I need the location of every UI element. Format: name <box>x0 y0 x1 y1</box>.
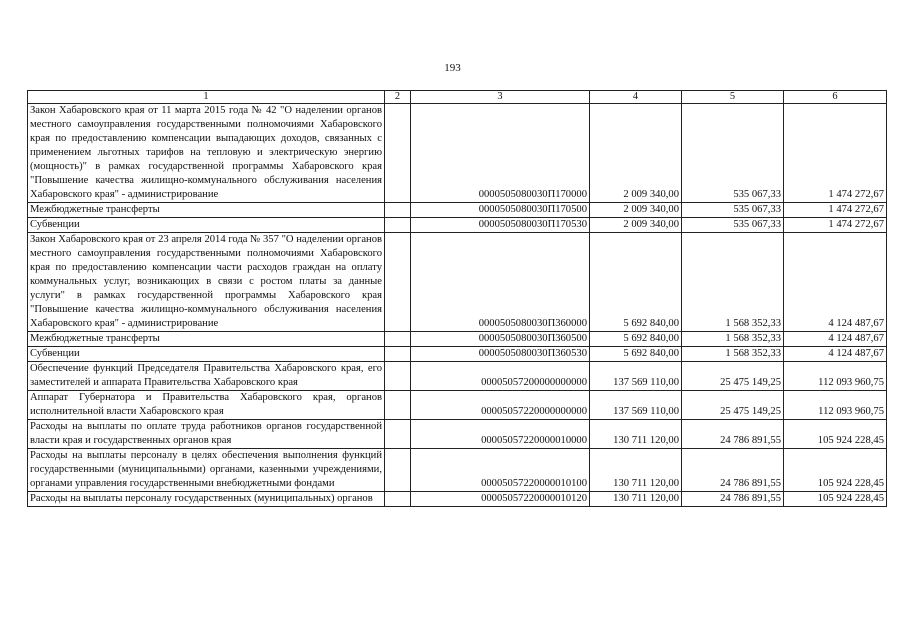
row-value-col5: 535 067,33 <box>682 104 784 203</box>
table-row <box>28 391 887 420</box>
row-empty-cell <box>385 218 411 233</box>
row-code: 0000505080030П360000 <box>411 233 590 332</box>
table-row <box>28 203 887 218</box>
row-value-col6: 1 474 272,67 <box>784 218 887 233</box>
row-empty-cell <box>385 332 411 347</box>
row-name: Расходы на выплаты персоналу в целях обеспечения выполнения функций государственными (муниципальными) органами, казенными учреждениями, органами управления государственными внебюджетными фондами <box>28 449 385 492</box>
row-code: 0000505080030П360500 <box>411 332 590 347</box>
table-row <box>28 420 887 449</box>
table-header-row <box>28 91 887 104</box>
row-empty-cell <box>385 492 411 507</box>
row-name: Закон Хабаровского края от 11 марта 2015 года № 42 "О наделении органов местного самоуправления государственными полномочиями Хабаровского края по предоставлению компенсации выпадающих доходов, связанных с применением льготных тарифов на тепловую и электрическую энергию (мощность)" в рамках государственной программы Хабаровского края "Повышение качества жилищно-коммунального обслуживания населения Хабаровского края" - администрирование <box>28 104 385 203</box>
row-value-col5: 24 786 891,55 <box>682 449 784 492</box>
row-value-col6: 4 124 487,67 <box>784 332 887 347</box>
row-empty-cell <box>385 104 411 203</box>
row-value-col6: 1 474 272,67 <box>784 203 887 218</box>
row-code: 0000505080030П360530 <box>411 347 590 362</box>
row-name: Расходы на выплаты персоналу государственных (муниципальных) органов <box>28 492 385 507</box>
header-col-2: 2 <box>385 91 411 104</box>
row-name: Субвенции <box>28 347 385 362</box>
row-value-col5: 24 786 891,55 <box>682 420 784 449</box>
row-name: Закон Хабаровского края от 23 апреля 2014 года № 357 "О наделении органов местного самоуправления государственными полномочиями Хабаровского края по предоставлению компенсации части расходов граждан на оплату коммунальных услуг, возникающих в связи с ростом платы за данные услуги" в рамках государственной программы Хабаровского края "Повышение качества жилищно-коммунального обслуживания населения Хабаровского края" - администрирование <box>28 233 385 332</box>
row-value-col5: 25 475 149,25 <box>682 391 784 420</box>
row-empty-cell <box>385 347 411 362</box>
row-code: 00005057220000010100 <box>411 449 590 492</box>
header-col-1: 1 <box>28 91 385 104</box>
row-value-col6: 105 924 228,45 <box>784 492 887 507</box>
row-value-col4: 2 009 340,00 <box>590 203 682 218</box>
row-empty-cell <box>385 391 411 420</box>
header-col-3: 3 <box>411 91 590 104</box>
row-name: Расходы на выплаты по оплате труда работников органов государственной власти края и государственных органов края <box>28 420 385 449</box>
row-name: Межбюджетные трансферты <box>28 203 385 218</box>
table-row <box>28 104 887 203</box>
row-empty-cell <box>385 203 411 218</box>
row-value-col6: 4 124 487,67 <box>784 347 887 362</box>
header-col-5: 5 <box>682 91 784 104</box>
row-code: 0000505080030П170000 <box>411 104 590 203</box>
row-empty-cell <box>385 449 411 492</box>
row-code: 00005057220000010120 <box>411 492 590 507</box>
row-value-col6: 4 124 487,67 <box>784 233 887 332</box>
row-name: Межбюджетные трансферты <box>28 332 385 347</box>
row-value-col5: 24 786 891,55 <box>682 492 784 507</box>
row-value-col4: 2 009 340,00 <box>590 218 682 233</box>
row-value-col4: 5 692 840,00 <box>590 347 682 362</box>
row-value-col5: 25 475 149,25 <box>682 362 784 391</box>
row-name: Аппарат Губернатора и Правительства Хабаровского края, органов исполнительной власти Хабаровского края <box>28 391 385 420</box>
row-value-col4: 137 569 110,00 <box>590 391 682 420</box>
row-value-col4: 137 569 110,00 <box>590 362 682 391</box>
budget-table <box>27 90 887 507</box>
row-value-col4: 130 711 120,00 <box>590 420 682 449</box>
row-code: 00005057220000010000 <box>411 420 590 449</box>
table-row <box>28 332 887 347</box>
row-value-col6: 112 093 960,75 <box>784 362 887 391</box>
row-value-col5: 535 067,33 <box>682 203 784 218</box>
table-row <box>28 492 887 507</box>
header-col-6: 6 <box>784 91 887 104</box>
row-value-col5: 1 568 352,33 <box>682 332 784 347</box>
row-value-col4: 5 692 840,00 <box>590 332 682 347</box>
row-code: 0000505080030П170530 <box>411 218 590 233</box>
row-value-col6: 105 924 228,45 <box>784 449 887 492</box>
row-name: Субвенции <box>28 218 385 233</box>
row-value-col5: 1 568 352,33 <box>682 347 784 362</box>
row-value-col5: 1 568 352,33 <box>682 233 784 332</box>
row-name: Обеспечение функций Председателя Правительства Хабаровского края, его заместителей и аппарата Правительства Хабаровского края <box>28 362 385 391</box>
row-code: 00005057220000000000 <box>411 391 590 420</box>
row-code: 0000505080030П170500 <box>411 203 590 218</box>
header-col-4: 4 <box>590 91 682 104</box>
table-row <box>28 347 887 362</box>
row-value-col6: 1 474 272,67 <box>784 104 887 203</box>
row-code: 00005057200000000000 <box>411 362 590 391</box>
row-value-col6: 112 093 960,75 <box>784 391 887 420</box>
row-empty-cell <box>385 420 411 449</box>
row-value-col6: 105 924 228,45 <box>784 420 887 449</box>
table-row <box>28 218 887 233</box>
table-row <box>28 449 887 492</box>
row-value-col4: 130 711 120,00 <box>590 449 682 492</box>
row-value-col5: 535 067,33 <box>682 218 784 233</box>
row-empty-cell <box>385 362 411 391</box>
page-number: 193 <box>444 62 461 74</box>
row-value-col4: 130 711 120,00 <box>590 492 682 507</box>
table-row <box>28 233 887 332</box>
row-value-col4: 2 009 340,00 <box>590 104 682 203</box>
table-row <box>28 362 887 391</box>
row-value-col4: 5 692 840,00 <box>590 233 682 332</box>
row-empty-cell <box>385 233 411 332</box>
